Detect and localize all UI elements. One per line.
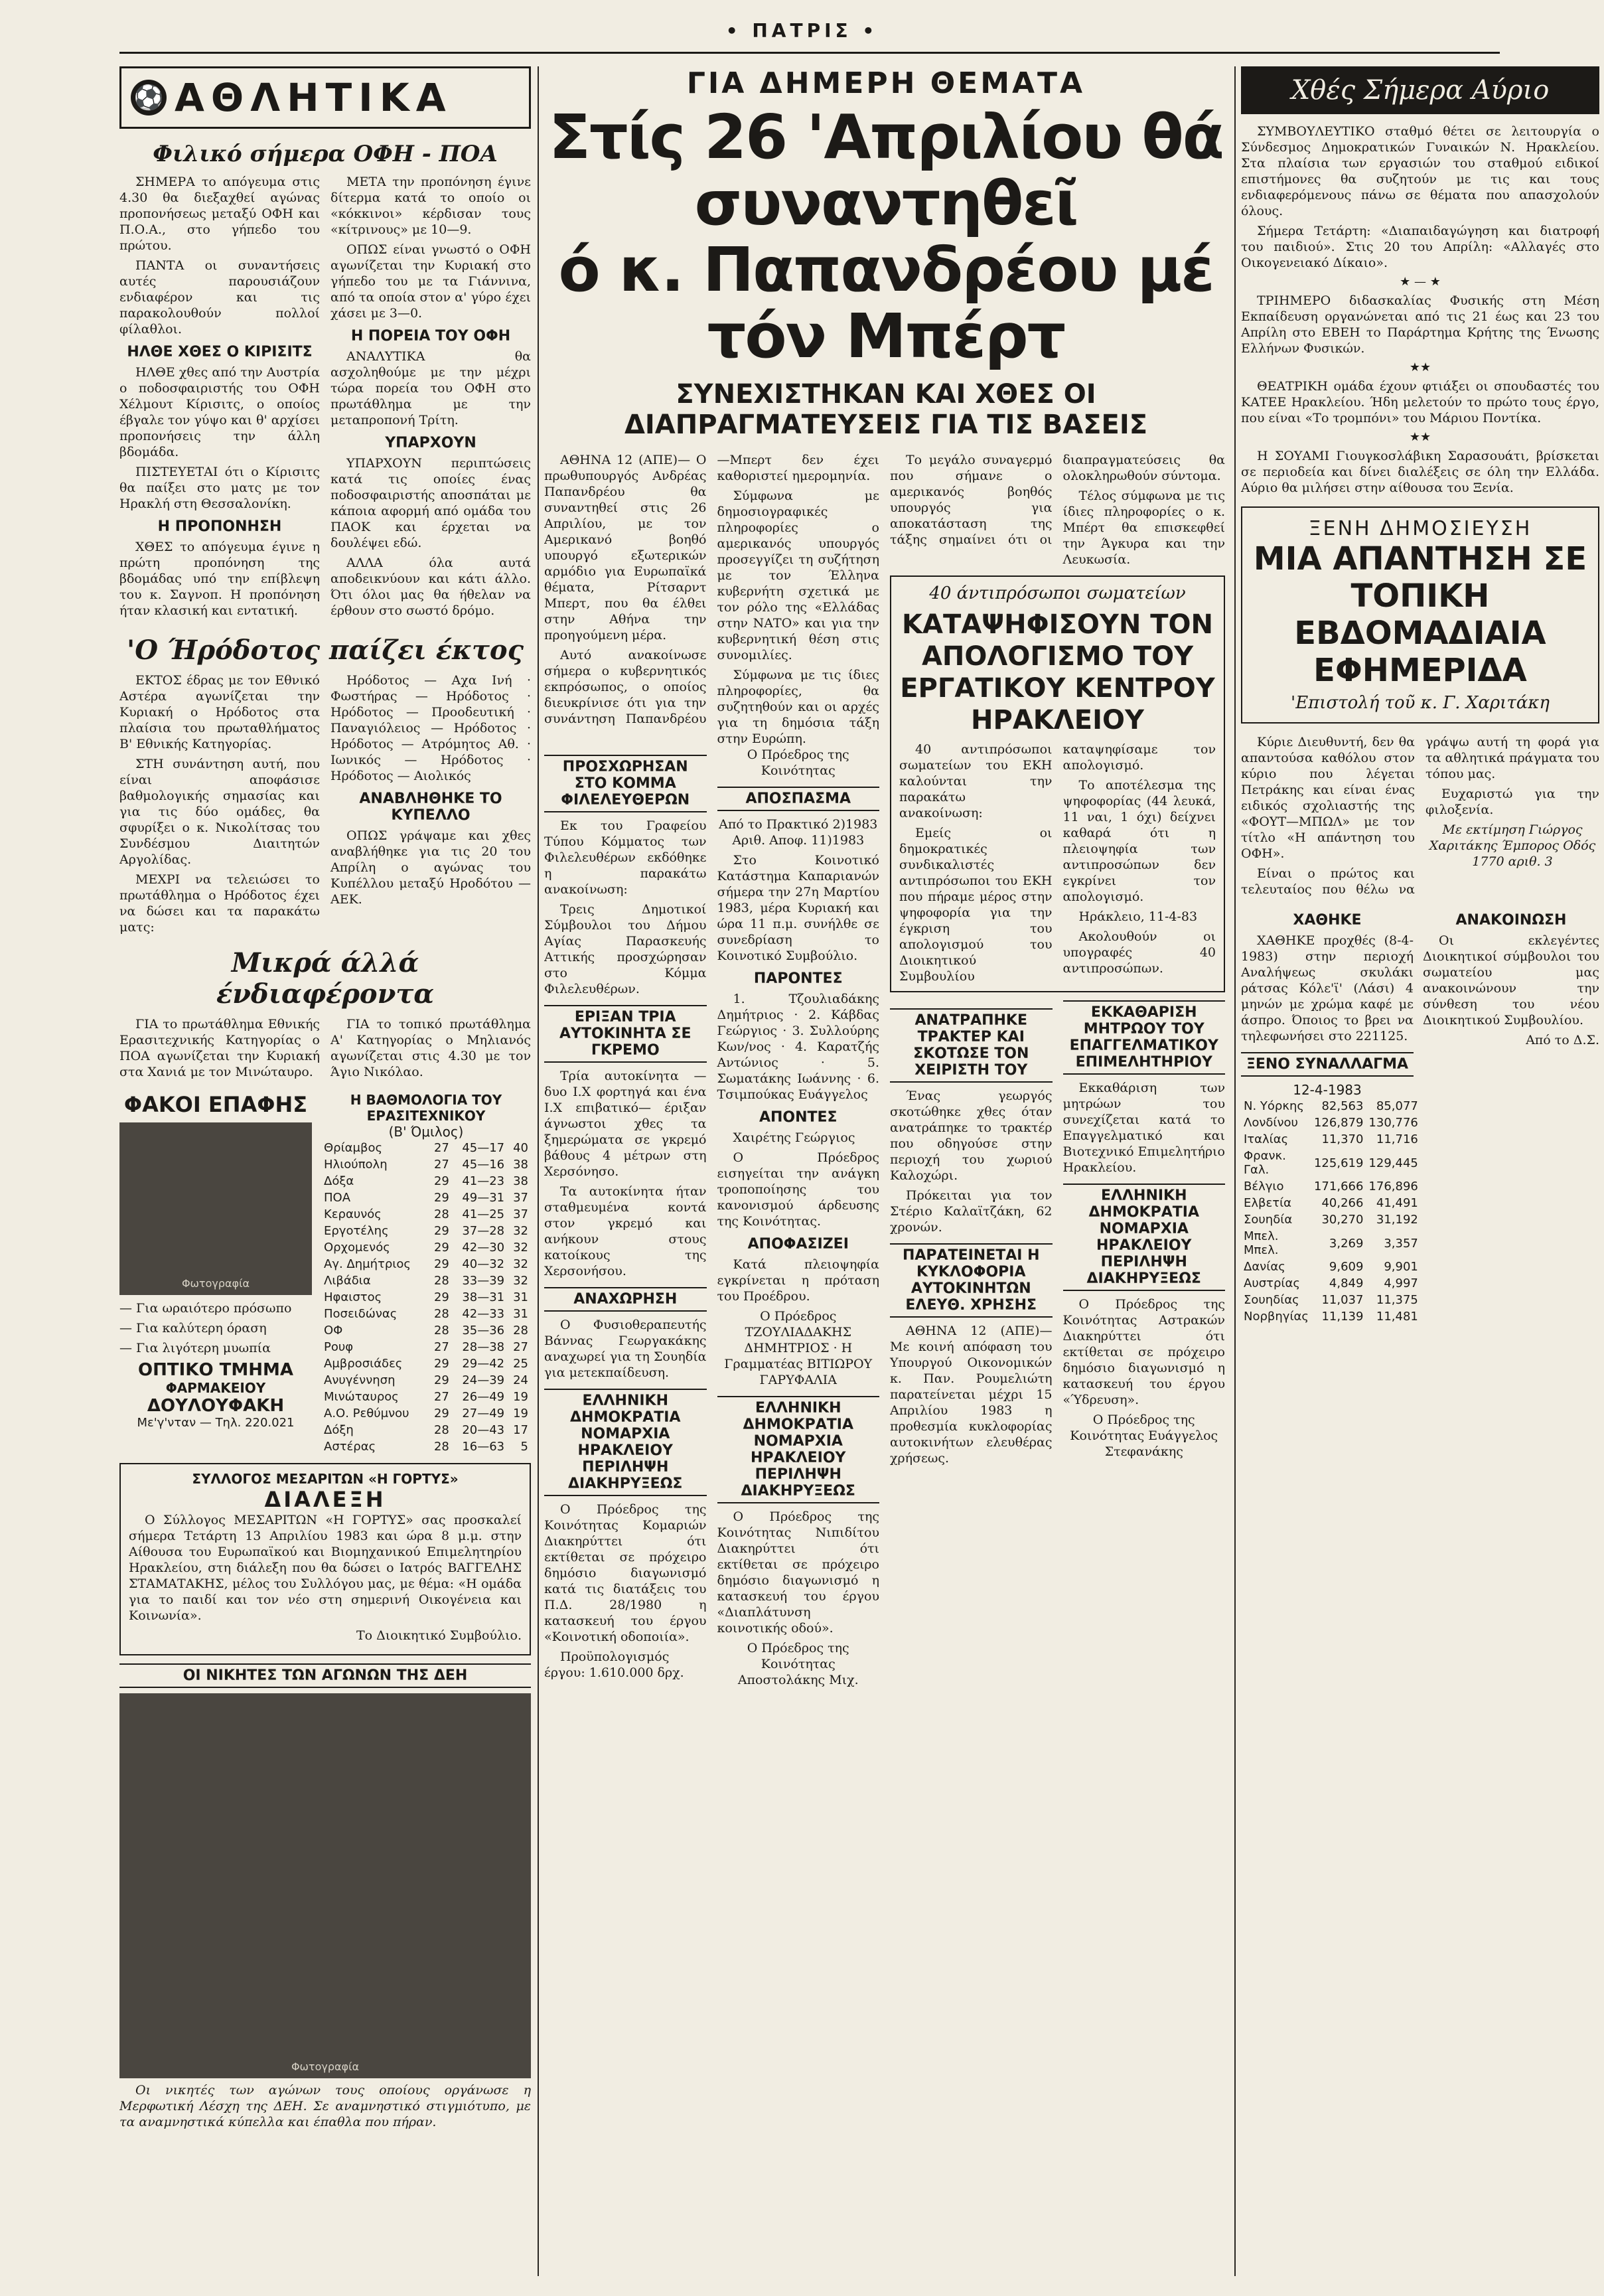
standings-row-cell: Ηλιούπολη <box>324 1158 388 1172</box>
paragraph: Κύριε Διευθυντή, δεν θα απαντούσα καθόλου στον κύριο που λέγεται Πετράκης και είναι ένας ειδικός σχολιαστής της «ΦΟΥΤ—ΜΠΩΛ» με τον τίτλο «Η απάντηση του ΟΦΗ». <box>1241 735 1415 861</box>
standings-row-cell: 33—39 <box>462 1274 505 1288</box>
article-body <box>119 672 531 935</box>
fx-row <box>1241 1308 1421 1325</box>
item-title: ΑΠΟΣΠΑΣΜΑ <box>717 787 880 811</box>
standings-row-cell: 32 <box>513 1241 528 1255</box>
box-headline: ΚΑΤΑΨΗΦΙΣΟΥΝ ΤΟΝ ΑΠΟΛΟΓΙΣΜΟ ΤΟΥ ΕΡΓΑΤΙΚΟΥ ΚΕΝΤΡΟΥ ΗΡΑΚΛΕΙΟΥ <box>900 609 1215 735</box>
fx-row-cell: 9,901 <box>1384 1260 1418 1274</box>
standings-row-cell: Θρίαμβος <box>324 1141 383 1155</box>
standings-row-cell: 16—63 <box>462 1440 505 1454</box>
paragraph: Τρεις Δημοτικοί Σύμβουλοι του Δήμου Αγίας Παρασκευής Αττικής προσχώρησαν στο Κόμμα Φιλελευθέρων. <box>544 902 707 996</box>
fx-date: 12-4-1983 <box>1293 1082 1362 1098</box>
paragraph: ΗΛΘΕ χθες από την Αυστρία ο ποδοσφαιριστής του ΟΦΗ Χέλμουτ Κίρισιτς, ο οποίος έβγαλε τον γύψο και θ' αρχίσει προπονήσεις την άλλη βδομάδα. <box>119 365 320 459</box>
paragraph: Ακολουθούν οι υπογραφές 40 αντιπροσώπων. <box>1062 929 1216 976</box>
ad-contact: Με'γ'νταν — Τηλ. 220.021 <box>137 1416 295 1430</box>
fx-row-cell: 85,077 <box>1376 1099 1418 1113</box>
box-byline: 'Επιστολή τοῦ κ. Γ. Χαριτάκη <box>1291 693 1550 713</box>
standings-row-cell: Αμβροσιάδες <box>324 1357 403 1371</box>
standings-row <box>321 1173 531 1189</box>
paragraph: Από το Πρακτικό 2)1983 Αριθ. Αποφ. 11)1983 <box>719 817 878 848</box>
short-items <box>544 747 879 1689</box>
fx-row-cell: 30,270 <box>1321 1213 1364 1227</box>
football-icon: ⚽ <box>131 80 167 115</box>
subheading: ΠΑΡΟΝΤΕΣ <box>753 970 843 987</box>
paragraph: Ένας γεωργός σκοτώθηκε χθες όταν ανατράπηκε το τρακτέρ που οδηγούσε στην περιοχή του χωριού Καλοχώρι. <box>890 1089 1053 1183</box>
standings-row-cell: 19 <box>513 1407 528 1420</box>
fx-row <box>1241 1131 1421 1148</box>
standings-row-cell: Ηφαιστος <box>324 1290 382 1304</box>
main-headline-line2: ό κ. Παπανδρέου μέ τόν Μπέρτ <box>558 234 1214 372</box>
fx-row-cell: Αυστρίας <box>1244 1276 1300 1290</box>
standings-row-cell: Κεραυνός <box>324 1207 382 1221</box>
fx-row-cell: Δανίας <box>1244 1260 1285 1274</box>
paragraph: Σύμφωνα με τις ίδιες πληροφορίες, θα συζητηθούν και οι αρχές για τη δημόσια τάξη στην Ευρώπη. <box>717 668 879 746</box>
subheading: ΑΠΟΝΤΕΣ <box>759 1109 838 1126</box>
fx-row-cell: 129,445 <box>1368 1156 1418 1170</box>
fx-row-cell: Μπελ. Μπελ. <box>1244 1229 1279 1257</box>
fx-row-cell: 11,370 <box>1321 1132 1364 1146</box>
standings-row-cell: Ορχομενός <box>324 1241 390 1255</box>
standings-row <box>321 1189 531 1206</box>
ad-photo <box>119 1122 312 1295</box>
signature: Ο Πρόεδρος της Κοινότητας Αποστολάκης Μιχ. <box>737 1641 859 1687</box>
standings-row-cell: 29 <box>433 1290 449 1304</box>
fx-row-cell: 11,037 <box>1321 1293 1364 1307</box>
article-body <box>119 174 531 623</box>
standings-row <box>321 1206 531 1223</box>
paragraph: Η ΣΟΥΑΜΙ Γιουγκοσλάβικη Σαρασουάτι, βρίσκεται σε περιοδεία και δίνει διαλέξεις σε όλη την Ελλάδα. Αύριο θα μιλήσει στην αίθουσα του Ξενία. <box>1241 449 1599 495</box>
paragraph: Ο Φυσιοθεραπευτής Βάννας Γεωργακάκης αναχωρεί για τη Σουηδία για μετεκπαίδευση. <box>544 1318 707 1380</box>
standings-row-cell: 28 <box>433 1207 449 1221</box>
fx-row-cell: 3,269 <box>1329 1236 1364 1251</box>
paragraph: 1. Τζουλιαδάκης Δημήτριος · 2. Κάβδας Γεώργιος · 3. Συλλούρης Κων/νος · 4. Καρατζής Αντώνιος · 5. Σωματάκης Ιωάννης · 6. Τσιμπούκας Ευάγγελος <box>717 992 879 1102</box>
fx-row-cell: Σουηδίας <box>1244 1293 1299 1307</box>
paragraph: Τα αυτοκίνητα ήταν σταθμευμένα κοντά στον γκρεμό και ανήκουν στους κατοίκους της Χερσονήσου. <box>544 1184 707 1278</box>
standings-row-cell: 37 <box>513 1207 528 1221</box>
paragraph: Σήμερα Τετάρτη: «Διαπαιδαγώγηση και διατροφή του παιδιού». Στις 20 του Απρίλη: «Αλλαγές στο Οικογενειακό Δίκαιο». <box>1241 224 1599 270</box>
article-title: 'Ο Ήρόδοτος παίζει έκτος <box>127 635 524 666</box>
fx-row <box>1241 1275 1421 1292</box>
paragraph: Είναι ο πρώτος και τελευταίος που θέλω να γράψω αυτή τη φορά για τα αθλητικά πράγματα του τόπου μας. <box>1241 735 1599 897</box>
standings-row-cell: 42—30 <box>462 1241 505 1255</box>
fx-row-cell: 130,776 <box>1368 1116 1418 1130</box>
standings-row-cell: 38 <box>513 1158 528 1172</box>
fx-row <box>1241 1292 1421 1308</box>
paragraph: Το μεγάλο συναγερμό που σήμανε ο αμερικανός βοηθός υπουργός για αποκατάσταση της τάξης σημαίνει ότι οι διαπραγματεύσεις θα ολοκληρωθούν σύντομα. <box>890 453 1225 547</box>
fx-row <box>1241 1195 1421 1211</box>
article-body <box>119 1016 531 1084</box>
standings-row-cell: 24 <box>513 1373 528 1387</box>
subheading: ΗΛΘΕ ΧΘΕΣ Ο ΚΙΡΙΣΙΤΣ <box>127 344 313 360</box>
paragraph: ΘΕΑΤΡΙΚΗ ομάδα έχουν φτιάξει οι σπουδαστές του ΚΑΤΕΕ Ηρακλείου. Ήδη μελετούν το πρώτο τους έργο, που είναι «Το τρομπόνι» του Μάριου Ποντίκα. <box>1241 379 1599 425</box>
optician-ad <box>119 1092 312 1455</box>
main-subheadline: ΣΥΝΕΧΙΣΤΗΚΑΝ ΚΑΙ ΧΘΕΣ ΟΙ ΔΙΑΠΡΑΓΜΑΤΕΥΣΕΙΣ ΓΙΑ ΤΙΣ ΒΑΣΕΙΣ <box>624 379 1148 440</box>
standings-row-cell: 49—31 <box>462 1191 505 1205</box>
standings-row-cell: 37 <box>513 1191 528 1205</box>
paragraph: Ηράκλειο, 11-4-83 <box>1078 909 1198 924</box>
standings-row-cell: 41—23 <box>462 1174 505 1188</box>
standings-row-cell: 29 <box>433 1357 449 1371</box>
standings-row <box>321 1389 531 1405</box>
fx-row-cell: Νορβηγίας <box>1244 1310 1309 1324</box>
fx-row-cell: 176,896 <box>1368 1180 1418 1193</box>
standings-row-cell: 32 <box>513 1257 528 1271</box>
paragraph: ΣΥΜΒΟΥΛΕΥΤΙΚΟ σταθμό θέτει σε λειτουργία ο Σύνδεσμος Δημοκρατικών Γυναικών Ν. Ηρακλείου. Στα πλαίσια των εργασιών του σταθμού ειδικοί επιστήμονες θα συζητούν με τις και τους ενδιαφερόμενους πάνω σε θέματα που απασχολούν όλους. <box>1241 124 1599 218</box>
item-title: ΕΛΛΗΝΙΚΗ ΔΗΜΟΚΡΑΤΙΑ ΝΟΜΑΡΧΙΑ ΗΡΑΚΛΕΙΟΥ ΠΕΡΙΛΗΨΗ ΔΙΑΚΗΡΥΞΕΩΣ <box>717 1396 880 1503</box>
standings-row-cell: 29 <box>433 1191 449 1205</box>
standings-row-cell: Ποσειδώνας <box>324 1307 398 1321</box>
item-title: ΑΝΑΚΟΙΝΩΣΗ <box>1455 912 1567 929</box>
standings-row-cell: 28 <box>433 1274 449 1288</box>
fx-row-cell: 11,716 <box>1376 1132 1418 1146</box>
bottom-left-items <box>1241 905 1418 1325</box>
fx-row <box>1241 1114 1421 1131</box>
union-story-box <box>890 575 1225 992</box>
optician-and-standings-row <box>119 1092 531 1455</box>
photo-caption: Οι νικητές των αγώνων τους οποίους οργάνωσε η Μερφωτική Λέσχη της ΔΕΗ. Σε αναμνηστικό στιγμιότυπο, με τα αναμνηστικά κύπελλα και έπαθλα που πήραν. <box>119 2083 531 2129</box>
item-title: ΧΑΘΗΚΕ <box>1293 912 1362 929</box>
standings-row <box>321 1339 531 1355</box>
paragraph: ΑΝΑΛΥΤΙΚΑ θα ασχοληθούμε με την μέχρι τώρα πορεία του ΟΦΗ στο πρωτάθλημα με την μεταπροπονή Τρίτη. <box>330 349 531 427</box>
paragraph: Ο Πρόεδρος της Κοινότητας Κομαριών Διακηρύττει ότι εκτίθεται σε πρόχειρο δημόσιο διαγωνισμό κατά τις διατάξεις του Π.Δ. 28/1980 η κατασκευή του έργου «Κοινοτική οδοποιία». <box>544 1502 707 1644</box>
signature: Από το Δ.Σ. <box>1526 1033 1599 1047</box>
item-title: ΠΑΡΑΤΕΙΝΕΤΑΙ Η ΚΥΚΛΟΦΟΡΙΑ ΑΥΤΟΚΙΝΗΤΩΝ ΕΛΕΥΘ. ΧΡΗΣΗΣ <box>890 1243 1053 1318</box>
headline-kicker: ΓΙΑ ΔΗΜΕΡΗ ΘΕΜΑΤΑ <box>686 66 1086 100</box>
bottom-right-items <box>1423 905 1599 1325</box>
standings-table <box>321 1092 531 1455</box>
fx-row-cell: Ν. Υόρκης <box>1244 1099 1304 1113</box>
column-divider <box>1234 66 1236 2276</box>
fx-row-cell: Σουηδία <box>1244 1213 1293 1227</box>
article-title: Μικρά άλλά ένδιαφέροντα <box>216 947 435 1010</box>
standings-row-cell: ΠΟΑ <box>324 1191 351 1205</box>
standings-row <box>321 1322 531 1339</box>
box-body <box>899 741 1216 984</box>
standings-row-cell: 45—17 <box>462 1141 505 1155</box>
paragraph: Χαιρέτης Γεώργιος <box>733 1130 855 1145</box>
standings-row-cell: 28 <box>433 1307 449 1321</box>
standings-row <box>321 1355 531 1372</box>
standings-row-cell: Δόξα <box>324 1174 354 1188</box>
standings-row <box>321 1306 531 1322</box>
standings-row <box>321 1289 531 1306</box>
standings-row-cell: 5 <box>520 1440 528 1454</box>
standings-row-cell: 41—25 <box>462 1207 505 1221</box>
foreign-publication-box <box>1241 506 1599 724</box>
paragraph: ΑΘΗΝΑ 12 (ΑΠΕ)— Με κοινή απόφαση του Υπουργού Οικονομικών κ. Παν. Ρουμελιώτη παρατείνεται μέχρι 15 Απριλίου 1983 η προθεσμία κυκλοφορίας αυτοκινήτων ελευθέρας χρήσεως. <box>890 1324 1053 1466</box>
signature: Με εκτίμηση Γιώργος Χαριτάκης Έμπορος Οδός 1770 αριθ. 3 <box>1429 822 1596 869</box>
standings-row-cell: 40 <box>513 1141 528 1155</box>
sports-section-banner <box>119 66 531 129</box>
standings-row-cell: Ρουφ <box>324 1340 354 1354</box>
paragraph: Τέλος σύμφωνα με τις ίδιες πληροφορίες ο κ. Μπέρτ θα επισκεφθεί την Άγκυρα και την Λευκωσία. <box>1062 489 1225 567</box>
paragraph: ΟΠΩΣ γράψαμε και χθες αναβλήθηκε για τις 20 του Απρίλη ο αγώνας του Κυπέλλου μεταξύ Ηροδότου — ΑΕΚ. <box>330 828 531 907</box>
standings-title: Η ΒΑΘΜΟΛΟΓΙΑ ΤΟΥ ΕΡΑΣΙΤΕΧΝΙΚΟΥ <box>350 1092 502 1124</box>
fx-row-cell: Βέλγιο <box>1244 1180 1284 1193</box>
standings-row-cell: Αστέρας <box>324 1440 376 1454</box>
paragraph: Στο Κοινοτικό Κατάστημα Καπαριανών σήμερα την 27η Μαρτίου 1983, μέρα Κυριακή και ώρα 11 π.μ. συνήλθε σε συνεδρίαση το Κοινοτικό Συμβούλιο. <box>717 853 879 963</box>
separator-stars: ★★ <box>1409 430 1431 444</box>
fx-row-cell: Φρανκ. Γαλ. <box>1244 1149 1286 1177</box>
photo-story-title: ΟΙ ΝΙΚΗΤΕΣ ΤΩΝ ΑΓΩΝΩΝ ΤΗΣ ΔΕΗ <box>119 1663 531 1688</box>
news-body <box>544 452 1228 1689</box>
ad-owner: ΔΟΥΛΟΥΦΑΚΗ <box>147 1396 285 1416</box>
paragraph: ΣΤΗ συνάντηση αυτή, που είναι αποφάσισε βαθμολογικής σημασίας και για τις δύο ομάδες, θα σφυρίξει ο κ. Νικολίτσας του Συνδέσμου Διαιτητών Αργολίδας. <box>119 757 320 867</box>
lecture-body: Ο Σύλλογος ΜΕΣΑΡΙΤΩΝ «Η ΓΟΡΤΥΣ» σας προσκαλεί σήμερα Τετάρτη 13 Απριλίου 1983 και ώρα 8 μ.μ. στην Αίθουσα του Ευρωπαϊκού και Βιομηχανικού Επιμελητηρίου Ηρακλείου, στη διάλεξη που θα δώσει ο Ιατρός ΒΑΓΓΕΛΗΣ ΣΤΑΜΑΤΑΚΗΣ, μέλος του Συλλόγου μας, με θέμα: «Η ομάδα για το παιδί και τον νέο στη σημερινή Οικογένεια και Κοινωνία». <box>129 1513 522 1623</box>
standings-row-cell: 27 <box>433 1340 449 1354</box>
fx-row-cell: 11,139 <box>1321 1310 1364 1324</box>
fx-row-cell: 4,849 <box>1329 1276 1364 1290</box>
standings-row-cell: 27 <box>433 1158 449 1172</box>
standings-row-cell: Λιβάδια <box>324 1274 371 1288</box>
standings-row-cell: 26—49 <box>462 1390 505 1404</box>
standings-row <box>321 1438 531 1455</box>
photo-label: Φωτογραφία <box>181 1277 250 1290</box>
fx-row-cell: Ελβετία <box>1244 1196 1292 1210</box>
paragraph: ΜΕΧΡΙ να τελειώσει το πρωτάθλημα ο Ηρόδοτος έχει να δώσει και τα παρακάτω ματς: <box>119 872 320 935</box>
masthead-rule <box>119 52 1500 54</box>
column-divider <box>538 66 539 2276</box>
fx-row <box>1241 1259 1421 1275</box>
standings-row-cell: 29 <box>433 1224 449 1238</box>
paragraph: Ευχαριστώ για την φιλοξενία. <box>1425 787 1599 817</box>
standings-rows <box>321 1140 531 1455</box>
bottom-items <box>1241 905 1599 1325</box>
fx-table <box>1241 1098 1421 1325</box>
box-headline: ΜΙΑ ΑΠΑΝΤΗΣΗ ΣΕ ΤΟΠΙΚΗ ΕΒΔΟΜΑΔΙΑΙΑ ΕΦΗΜΕΡΙΔΑ <box>1253 540 1587 689</box>
fx-row-cell: Ιταλίας <box>1244 1132 1289 1146</box>
standings-row-cell: 40—32 <box>462 1257 505 1271</box>
fx-row-cell: 40,266 <box>1321 1196 1364 1210</box>
fx-row-cell: 3,357 <box>1384 1236 1418 1251</box>
standings-row-cell: 27—49 <box>462 1407 505 1420</box>
letter-body <box>1241 734 1599 897</box>
standings-group: (Β' Όμιλος) <box>388 1124 464 1140</box>
ad-line: — Για λιγότερη μυωπία <box>119 1341 271 1355</box>
sports-section-title: ΑΘΛΗΤΙΚΑ <box>175 75 453 120</box>
paragraph: Πρόκειται για τον Στέριο Καλαϊτζάκη, 62 χρονών. <box>890 1188 1053 1235</box>
standings-row-cell: 35—36 <box>462 1324 505 1338</box>
paragraph: Εκκαθάριση των μητρώων του συνεχίζεται κατά το Επαγγελματικό και Βιοτεχνικό Επιμελητήριο Ηρακλείου. <box>1062 1081 1225 1175</box>
standings-row-cell: 38—31 <box>462 1290 505 1304</box>
sports-column <box>119 66 531 2276</box>
lecture-announcement <box>119 1463 531 1655</box>
ad-brand: ΟΠΤΙΚΟ ΤΜΗΜΑ <box>138 1360 293 1380</box>
fx-row-cell: 126,879 <box>1313 1116 1364 1130</box>
fx-row <box>1241 1148 1421 1178</box>
subheading: ΥΠΑΡΧΟΥΝ <box>385 435 476 451</box>
standings-row-cell: 27 <box>433 1141 449 1155</box>
standings-row-cell: 29 <box>433 1241 449 1255</box>
standings-row <box>321 1422 531 1438</box>
fx-row <box>1241 1098 1421 1114</box>
standings-row-cell: 29 <box>433 1407 449 1420</box>
fx-row-cell: 41,491 <box>1376 1196 1418 1210</box>
paragraph: Εκ του Γραφείου Τύπου Κόμματος των Φιλελευθέρων εκδόθηκε η παρακάτω ανακοίνωση: <box>544 818 707 897</box>
standings-row-cell: 27 <box>433 1390 449 1404</box>
lecture-title: ΔΙΑΛΕΞΗ <box>264 1487 386 1512</box>
paragraph: Τρία αυτοκίνητα —δυο Ι.Χ φορτηγά και ένα Ι.Χ επιβατικό— έριξαν άγνωστοι χθες τα ξημερώματα σε γκρεμό βάθους 4 μέτρων στη Χερσόνησο. <box>544 1069 707 1179</box>
signature: Ο Πρόεδρος της Κοινότητας Ευάγγελος Στεφανάκης <box>1070 1413 1218 1459</box>
paragraph: ΕΚΤΟΣ έδρας με τον Εθνικό Αστέρα αγωνίζεται την Κυριακή ο Ηρόδοτος στα πλαίσια του πρωταθλήματος Β' Εθνικής Κατηγορίας. <box>119 673 320 751</box>
ad-title: ΦΑΚΟΙ ΕΠΑΦΗΣ <box>123 1092 308 1117</box>
standings-row-cell: 28 <box>513 1324 528 1338</box>
item-title: ΕΚΚΑΘΑΡΙΣΗ ΜΗΤΡΩΟΥ ΤΟΥ ΕΠΑΓΓΕΛΜΑΤΙΚΟΥ ΕΠΙΜΕΛΗΤΗΡΙΟΥ <box>1063 1000 1226 1075</box>
item-title: ΑΝΑΧΩΡΗΣΗ <box>544 1287 707 1312</box>
paragraph: ΧΘΕΣ το απόγευμα έγινε η πρώτη προπόνηση της βδομάδας υπό την επίβλεψη του κ. Σαγνοπ. Η προπόνηση ήταν κλασική και εντατική. <box>119 540 320 618</box>
side-column <box>1241 66 1599 2276</box>
paragraph: 40 αντιπρόσωποι σωματείων του ΕΚΗ καλούνται την παρακάτω ανακοίνωση: <box>899 742 1053 820</box>
paragraph: Σύμφωνα με δημοσιογραφικές πληροφορίες ο αμερικανός υπουργός προσεγγίζει τη συζήτηση με τον Έλληνα κυβερνήτη σχετικά με τον ρόλο της «Ελλάδας στην ΝΑΤΟ» και για την κυβερνητική θέση στις συνομιλίες. <box>717 489 879 662</box>
fx-row-cell: 4,997 <box>1384 1276 1418 1290</box>
standings-row-cell: 42—33 <box>462 1307 505 1321</box>
standings-row-cell: 28 <box>433 1423 449 1437</box>
standings-row-cell: 32 <box>513 1224 528 1238</box>
separator-stars: ★ — ★ <box>1400 275 1441 289</box>
standings-row <box>321 1256 531 1272</box>
paragraph: ΥΠΑΡΧΟΥΝ περιπτώσεις κατά τις οποίες ένας ποδοσφαιριστής αποσπάται με κάποια αφορμή από ομάδα του ΠΑΟΚ και έρχεται να δουλέψει εδώ. <box>330 456 531 550</box>
standings-row-cell: 28 <box>433 1324 449 1338</box>
news-column <box>544 66 1228 2276</box>
fx-row-cell: 9,609 <box>1329 1260 1364 1274</box>
short-items <box>890 1000 1225 1469</box>
standings-row-cell: 27 <box>513 1340 528 1354</box>
main-headline-line1: Στίς 26 'Απριλίου θά συναντηθεῖ <box>549 102 1223 239</box>
standings-row-cell: Εργοτέλης <box>324 1224 389 1238</box>
fx-row <box>1241 1228 1421 1259</box>
standings-row-cell: Δόξη <box>324 1423 354 1437</box>
paragraph: ΓΙΑ το τοπικό πρωτάθλημα Α' Κατηγορίας ο Μηλιανός αγωνίζεται στις 4.30 με τον Άγιο Νικόλαο. <box>330 1017 531 1079</box>
standings-row-cell: Μινώταυρος <box>324 1390 399 1404</box>
fx-row-cell: 31,192 <box>1376 1213 1418 1227</box>
paragraph: ΟΠΩΣ είναι γνωστό ο ΟΦΗ αγωνίζεται την Κυριακή στο γήπεδο του με τα Γιάννινα, από τα οποία στον α' γύρο έχει χάσει με 3—0. <box>330 242 531 321</box>
fx-row-cell: 11,481 <box>1376 1310 1418 1324</box>
standings-row-cell: 29 <box>433 1373 449 1387</box>
article-title: Φιλικό σήμερα ΟΦΗ - ΠΟΑ <box>153 141 498 167</box>
standings-row <box>321 1272 531 1289</box>
paragraph: Ο Πρόεδρος της Κοινότητας Νιπιδίτου Διακηρύττει ότι εκτίθεται σε πρόχειρο δημόσιο διαγωνισμό η κατασκευή του έργου «Διαπλάτυνση κοινοτικής οδού». <box>717 1509 879 1636</box>
fx-row-cell: 171,666 <box>1313 1180 1364 1193</box>
paragraph: Οι εκλεγέντες Διοικητικοί σύμβουλοι του σωματείου μας ανακοινώνουν την σύνθεση του νέου Διοικητικού Συμβουλίου. <box>1423 933 1599 1028</box>
lecture-org: ΣΥΛΛΟΓΟΣ ΜΕΣΑΡΙΤΩΝ «Η ΓΟΡΤΥΣ» <box>192 1471 459 1487</box>
paragraph: ΓΙΑ το πρωτάθλημα Εθνικής Ερασιτεχνικής Κατηγορίας ο ΠΟΑ αγωνίζεται την Κυριακή στα Χανιά με τον Μινώταυρο. <box>119 1017 320 1079</box>
standings-row-cell: 37—28 <box>462 1224 505 1238</box>
paragraph: Το αποτέλεσμα της ψηφοφορίας (44 λευκά, 11 ναι, 1 όχι) δείχνει καθαρά ότι η πλειοψηφία των αντιπροσώπων δεν εγκρίνει τον απολογισμό. <box>1062 778 1216 904</box>
standings-row <box>321 1223 531 1239</box>
paragraph: ΑΛΛΑ όλα αυτά αποδεικνύουν και κάτι άλλο. Ότι όλοι μας θα ήθελαν να έρθουν στο σωστό δρόμο. <box>330 556 531 618</box>
standings-row-cell: 32 <box>513 1274 528 1288</box>
standings-row-cell: 19 <box>513 1390 528 1404</box>
box-kicker: 40 άντιπρόσωποι σωματείων <box>929 583 1186 603</box>
standings-row-cell: 28—38 <box>462 1340 505 1354</box>
paragraph: Κατά πλειοψηφία εγκρίνεται η πρόταση του Προέδρου. <box>717 1257 879 1304</box>
standings-row-cell: 28 <box>433 1440 449 1454</box>
section-banner: Χθές Σήμερα Αύριο <box>1241 66 1599 114</box>
paragraph: Αυτό ανακοίνωσε σήμερα ο κυβερνητικός εκπρόσωπος, ο οποίος διευκρίνισε ότι για την συνάντηση Παπανδρέου—Μπερτ δεν έχει καθοριστεί ημερομηνία. <box>544 453 879 726</box>
box-label: ΞΕΝΗ ΔΗΜΟΣΙΕΥΣΗ <box>1308 517 1532 540</box>
paragraph: ΧΑΘΗΚΕ προχθές (8-4-1983) στην περιοχή Αναλήψεως σκυλάκι ράτσας Κόλε'ϊ' (Λάσι) 4 μηνών με χρώμα καφέ με άσπρο. Όποιος το βρει να τηλεφωνήσει στο 221125. <box>1241 933 1414 1043</box>
subheading: Η ΠΡΟΠΟΝΗΣΗ <box>157 518 282 535</box>
subheading: ΑΠΟΦΑΣΙΖΕΙ <box>747 1236 849 1253</box>
standings-row-cell: 17 <box>513 1423 528 1437</box>
paragraph: ΑΘΗΝΑ 12 (ΑΠΕ)— Ο πρωθυπουργός Ανδρέας Παπανδρέου θα συναντηθεί στις 26 Απριλίου, με τον Αμερικανό βοηθό υπουργό εξωτερικών αρμόδιο για Ευρωπαϊκά θέματα, Ρίτσαρντ Μπερτ, που θα έλθει στην Αθήνα την προηγούμενη μέρα. <box>544 453 707 643</box>
item-title: ΠΡΟΣΧΩΡΗΣΑΝ ΣΤΟ ΚΟΜΜΑ ΦΙΛΕΛΕΥΘΕΡΩΝ <box>544 755 707 812</box>
standings-row-cell: 45—16 <box>462 1158 505 1172</box>
standings-row <box>321 1372 531 1389</box>
standings-row-cell: 29 <box>433 1174 449 1188</box>
photo-label: Φωτογραφία <box>291 2060 360 2073</box>
standings-row-cell: 24—39 <box>462 1373 505 1387</box>
news-right-column <box>890 452 1225 1689</box>
paragraph: ΠΙΣΤΕΥΕΤΑΙ ότι ο Κίρισιτς θα παίξει στο ματς με τον Ηρακλή στη Θεσσαλονίκη. <box>119 465 320 511</box>
paragraph: Ο Πρόεδρος εισηγείται την ανάγκη τροποποίησης του κανονισμού άρδευσης της Κοινότητας. <box>717 1150 879 1229</box>
standings-row <box>321 1405 531 1422</box>
fx-row <box>1241 1211 1421 1228</box>
item-title: ΑΝΑΤΡΑΠΗΚΕ ΤΡΑΚΤΕΡ ΚΑΙ ΣΚΟΤΩΣΕ ΤΟΝ ΧΕΙΡΙΣΤΗ ΤΟΥ <box>890 1008 1053 1083</box>
page-masthead: • ΠΑΤΡΙΣ • <box>725 20 879 42</box>
subheading: ΑΝΑΒΛΗΘΗΚΕ ΤΟ ΚΥΠΕΛΛΟ <box>359 791 502 824</box>
paragraph: Εμείς οι δημοκρατικές συνδικαλιστές αντιπρόσωποι του ΕΚΗ που πήραμε μέρος στην ψηφοφορία για την έγκριση του απολογισμού του Διοικητικού Συμβουλίου καταψηφίσαμε τον απολογισμό. <box>899 742 1216 984</box>
paragraph: ΣΗΜΕΡΑ το απόγευμα στις 4.30 θα διεξαχθεί αγώνας προπονήσεως μεταξύ ΟΦΗ και Π.Ο.Α., στο γήπεδο του πρώτου. <box>119 175 320 253</box>
standings-row <box>321 1156 531 1173</box>
paragraph: ΠΑΝΤΑ οι συναντήσεις αυτές παρουσιάζουν ενδιαφέρον και τις παρακολουθούν πολλοί φίλαθλοι. <box>119 258 320 337</box>
paragraph: Ο Πρόεδρος της Κοινότητας Αστρακών Διακηρύττει ότι εκτίθεται σε πρόχειρο δημόσιο διαγωνισμό η κατασκευή του έργου «Ύδρευση». <box>1062 1297 1225 1407</box>
ad-line: — Για καλύτερη όραση <box>119 1321 267 1336</box>
standings-row-cell: Α.Ο. Ρεθύμνου <box>324 1407 409 1420</box>
fx-row-cell: Λονδίνου <box>1244 1116 1298 1130</box>
standings-row <box>321 1239 531 1256</box>
paragraph: ΜΕΤΑ την προπόνηση έγινε δίτερμα κατά το οποίο οι «κόκκινοι» κέρδισαν τους «κίτρινους» με 10—9. <box>330 175 531 237</box>
standings-row-cell: 31 <box>513 1307 528 1321</box>
winners-photo <box>119 1693 531 2078</box>
fx-row-cell: 82,563 <box>1321 1099 1364 1113</box>
standings-row-cell: 25 <box>513 1357 528 1371</box>
standings-row-cell: 29—42 <box>462 1357 505 1371</box>
ad-shop: ΦΑΡΜΑΚΕΙΟΥ <box>165 1380 266 1396</box>
ad-line: — Για ωραιότερο πρόσωπο <box>119 1301 292 1316</box>
standings-row <box>321 1140 531 1156</box>
fx-row-cell: 11,375 <box>1376 1293 1418 1307</box>
signature: Ο Πρόεδρος της Κοινότητας <box>747 747 849 778</box>
fx-title: ΞΕΝΟ ΣΥΝΑΛΛΑΓΜΑ <box>1241 1052 1414 1077</box>
standings-row-cell: ΟΦ <box>324 1324 343 1338</box>
item-title: ΕΛΛΗΝΙΚΗ ΔΗΜΟΚΡΑΤΙΑ ΝΟΜΑΡΧΙΑ ΗΡΑΚΛΕΙΟΥ ΠΕΡΙΛΗΨΗ ΔΙΑΚΗΡΥΞΕΩΣ <box>544 1389 707 1496</box>
standings-row-cell: 31 <box>513 1290 528 1304</box>
standings-row-cell: Ανυγέννηση <box>324 1373 396 1387</box>
standings-row-cell: 38 <box>513 1174 528 1188</box>
subheading: Η ΠΟΡΕΙΑ ΤΟΥ ΟΦΗ <box>350 328 511 344</box>
lead-story <box>544 452 879 747</box>
fx-row-cell: 125,619 <box>1313 1156 1364 1170</box>
separator-stars: ★★ <box>1409 360 1431 374</box>
paragraph: ΤΡΙΗΜΕΡΟ διδασκαλίας Φυσικής στη Μέση Εκπαίδευση οργανώνεται από τις 21 έως και 23 του Απρίλη στο ΕΒΕΗ το Παράρτημα Κρήτης της Ένωσης Ελλήνων Φυσικών. <box>1241 293 1599 356</box>
signature: Ο Πρόεδρος ΤΖΟΥΛΙΑΔΑΚΗΣ ΔΗΜΗΤΡΙΟΣ · Η Γραμματέας ΒΙΤΙΩΡΟΥ ΓΑΡΥΦΑΛΙΑ <box>724 1309 873 1387</box>
lecture-signature: Το Διοικητικό Συμβούλιο. <box>356 1628 522 1643</box>
news-left-column <box>544 452 879 1689</box>
standings-row-cell: 20—43 <box>462 1423 505 1437</box>
fx-row <box>1241 1178 1421 1195</box>
standings-row-cell: 29 <box>433 1257 449 1271</box>
paragraph: Προϋπολογισμός έργου: 1.610.000 δρχ. <box>544 1649 684 1680</box>
fixtures-list: Ηρόδοτος — Αχα Ινή · Φωστήρας — Ηρόδοτος · Ηρόδοτος — Προοδευτική · Παναγιόλειος — Ηρόδοτος · Ηρόδοτος — Ατρόμητος Αθ. · Ιωνικός — Ηρόδοτος · Ηρόδοτος — Αιολικός <box>330 673 531 783</box>
standings-row-cell: Αγ. Δημήτριος <box>324 1257 411 1271</box>
item-title: ΕΡΙΞΑΝ ΤΡΙΑ ΑΥΤΟΚΙΝΗΤΑ ΣΕ ΓΚΡΕΜΟ <box>544 1005 707 1063</box>
lead-story-continued <box>890 452 1225 568</box>
item-title: ΕΛΛΗΝΙΚΗ ΔΗΜΟΚΡΑΤΙΑ ΝΟΜΑΡΧΙΑ ΗΡΑΚΛΕΙΟΥ ΠΕΡΙΛΗΨΗ ΔΙΑΚΗΡΥΞΕΩΣ <box>1063 1184 1226 1291</box>
